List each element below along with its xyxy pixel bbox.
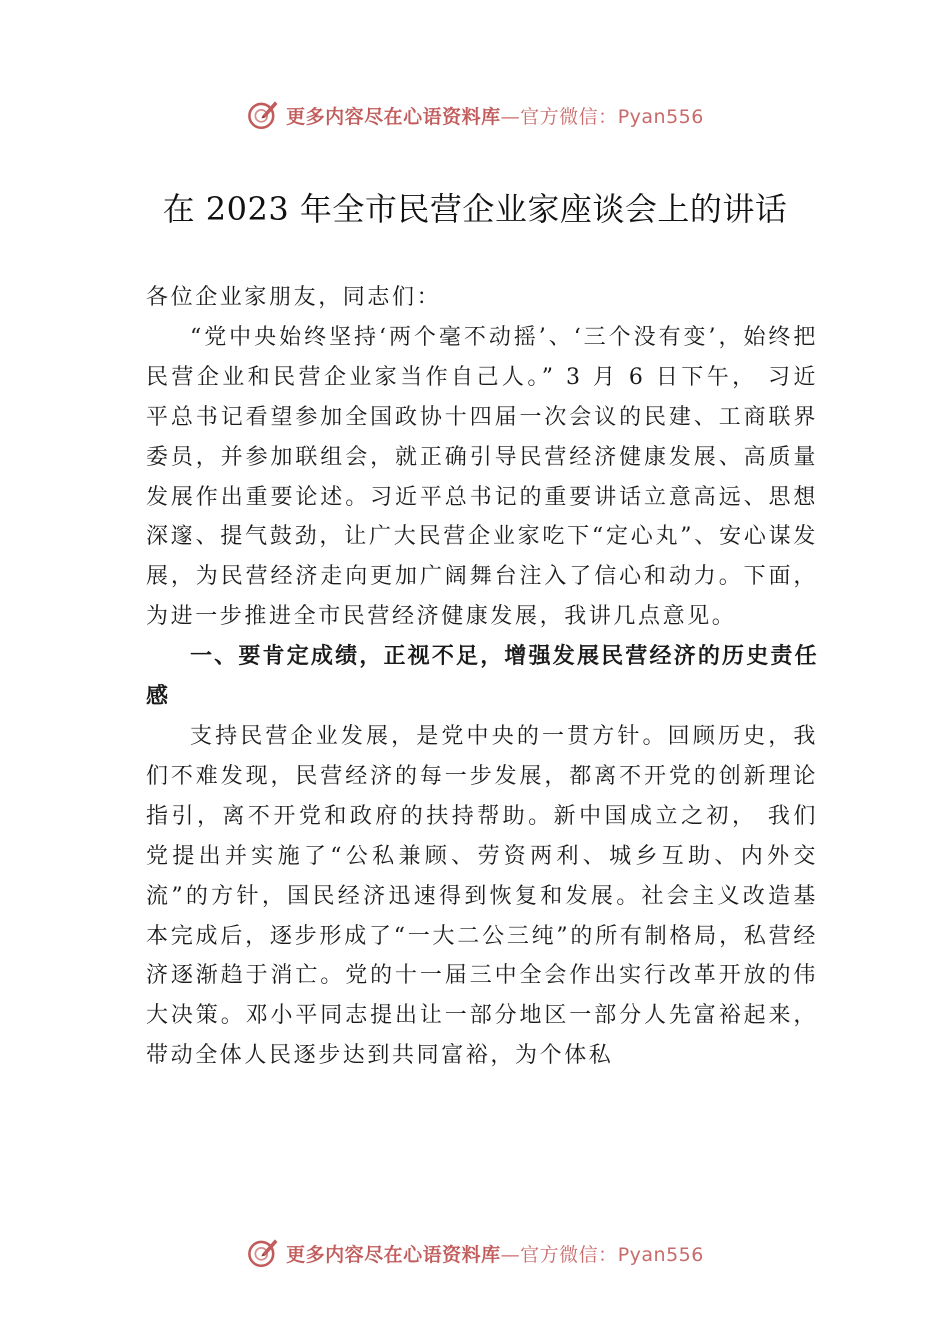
header-banner: [0, 93, 950, 137]
header-banner-text: [286, 102, 704, 129]
footer-banner-text: [286, 1240, 704, 1267]
footer-banner-wechat: Pyan556: [617, 1243, 704, 1266]
section-heading-1: 一、要肯定成绩，正视不足，增强发展民营经济的历史责任感: [146, 644, 818, 710]
header-banner-brand: 更多内容尽在心语资料库: [286, 105, 501, 128]
footer-banner-separator: —官方微信：: [500, 1243, 618, 1266]
pen-nib-logo-icon: [246, 1236, 280, 1270]
paragraph-1: “党中央始终坚持‘两个毫不动摇’、‘三个没有变’，始终把民营企业和民营企业家当作自己人。” 3 月 6 日下午， 习近平总书记看望参加全国政协十四届一次会议的民建、工商联界委员，并参加联组会，就正确引导民营经济健康发展、高质量发展作出重要论述。习近平总书记的重要讲话立意高远、思想深邃、提气鼓劲，让广大民营企业家吃下“定心丸”、安心谋发展，为民营经济走向更加广阔舞台注入了信心和动力。下面，为进一步推进全市民营经济健康发展，我讲几点意见。: [146, 324, 818, 630]
pen-nib-logo-icon: [246, 98, 280, 132]
footer-banner-brand: 更多内容尽在心语资料库: [286, 1243, 501, 1266]
header-banner-separator: —官方微信：: [500, 105, 618, 128]
footer-banner: [0, 1231, 950, 1275]
document-body: [146, 278, 818, 1076]
paragraph-2: 支持民营企业发展，是党中央的一贯方针。回顾历史，我们不难发现，民营经济的每一步发展，都离不开党的创新理论指引，离不开党和政府的扶持帮助。新中国成立之初， 我们党提出并实施了“公私兼顾、劳资两利、城乡互助、内外交流”的方针，国民经济迅速得到恢复和发展。社会主义改造基本完成后，逐步形成了“一大二公三纯”的所有制格局，私营经济逐渐趋于消亡。党的十一届三中全会作出实行改革开放的伟大决策。邓小平同志提出让一部分地区一部分人先富裕起来，带动全体人民逐步达到共同富裕，为个体私: [146, 723, 818, 1069]
greeting: 各位企业家朋友，同志们：: [146, 285, 442, 310]
document-title: 在 2023 年全市民营企业家座谈会上的讲话: [162, 190, 788, 228]
header-banner-wechat: Pyan556: [617, 105, 704, 128]
